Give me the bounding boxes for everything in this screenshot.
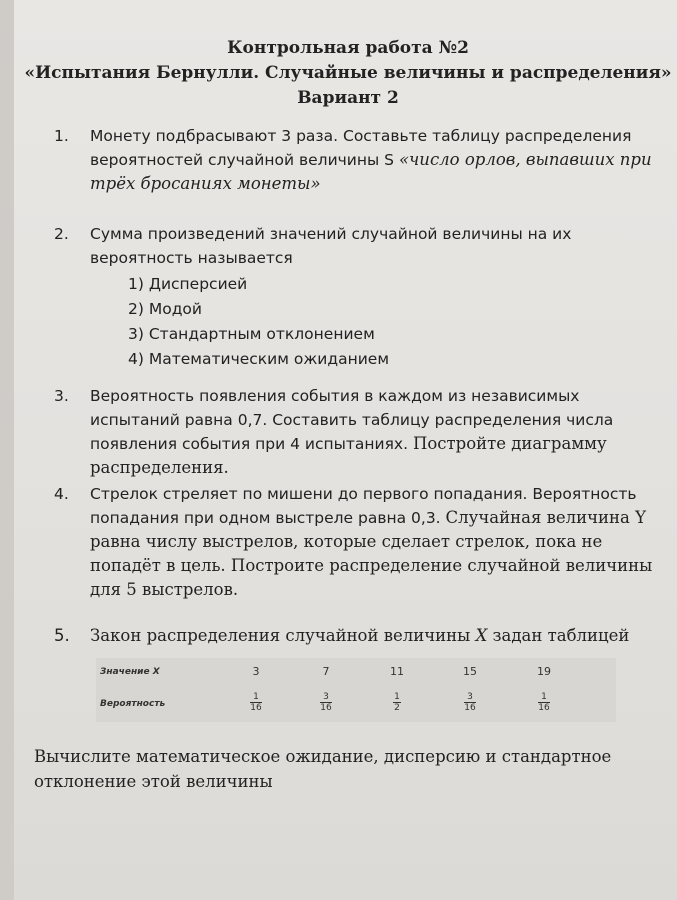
table-cell: [306, 692, 346, 713]
table-row-probabilities: [96, 690, 616, 720]
question-text: Стрелок стреляет по мишени до первого попадания. Вероятность попадания при одном выстреле равна 0,3.: [90, 485, 637, 527]
question-text-serif: Постройте диаграмму распределения.: [90, 434, 607, 477]
answer-option: 2) Модой: [128, 300, 202, 318]
question-number: 1.: [54, 127, 69, 145]
question-italic-text: «число орлов, выпавших при трёх бросаниях монеты»: [90, 150, 652, 193]
question-4: [54, 482, 669, 602]
table-cell: 7: [322, 665, 330, 678]
question-number: 5.: [54, 626, 70, 645]
question-text-end: задан таблицей: [487, 626, 630, 645]
question-number: 2.: [54, 225, 69, 243]
table-row-values: [96, 658, 616, 688]
variable-x: X: [475, 626, 488, 645]
question-number: 3.: [54, 387, 69, 405]
numerator: 1: [538, 692, 549, 703]
denominator: 16: [250, 703, 262, 713]
question-number: 4.: [54, 485, 69, 503]
table-cell: 19: [537, 665, 551, 678]
test-topic: «Испытания Бернулли. Случайные величины и распределения»: [24, 63, 672, 83]
variant-label: Вариант 2: [297, 88, 399, 108]
table-cell: 11: [390, 665, 404, 678]
numerator: 1: [250, 692, 261, 703]
table-cell: [450, 692, 490, 713]
answer-options: [128, 272, 669, 372]
denominator: 16: [464, 703, 476, 713]
distribution-table: [96, 658, 616, 722]
header: [14, 36, 677, 111]
denominator: 2: [394, 703, 400, 713]
row-label-value: Значение X: [100, 667, 160, 677]
answer-option: 3) Стандартным отклонением: [128, 325, 375, 343]
denominator: 16: [538, 703, 550, 713]
question-3: [54, 384, 669, 480]
test-title: Контрольная работа №2: [227, 38, 469, 58]
table-cell: [236, 692, 276, 713]
worksheet-page: [14, 0, 677, 900]
numerator: 3: [464, 692, 475, 703]
question-2: [54, 222, 669, 372]
table-cell: [524, 692, 564, 713]
question-5: [54, 624, 669, 648]
question-1: [54, 124, 669, 196]
answer-option: 1) Дисперсией: [128, 275, 248, 293]
numerator: 1: [394, 692, 400, 702]
table-cell: [377, 692, 417, 713]
row-label-probability: Вероятность: [100, 699, 166, 709]
numerator: 3: [320, 692, 331, 703]
table-cell: 3: [252, 665, 260, 678]
table-cell: 15: [463, 665, 477, 678]
question-text-serif: Случайная величина Y равна числу выстрелов, которые сделает стрелок, пока не попадёт в цель. Построите распределение случайной величины для 5 выстрелов.: [90, 508, 653, 599]
question-text: Сумма произведений значений случайной величины на их вероятность называется: [90, 225, 572, 267]
answer-option: 4) Математическим ожиданием: [128, 350, 390, 368]
final-instruction: Вычислите математическое ожидание, дисперсию и стандартное отклонение этой величины: [34, 747, 612, 791]
question-text: Закон распределения случайной величины: [90, 626, 476, 645]
denominator: 16: [320, 703, 332, 713]
question-text: Вероятность появления события в каждом из независимых испытаний равна 0,7. Составить таблицу распределения числа появления события при 4 испытаниях.: [90, 387, 614, 453]
question-text: Монету подбрасывают 3 раза. Составьте таблицу распределения вероятностей случайной величины S: [90, 127, 632, 169]
